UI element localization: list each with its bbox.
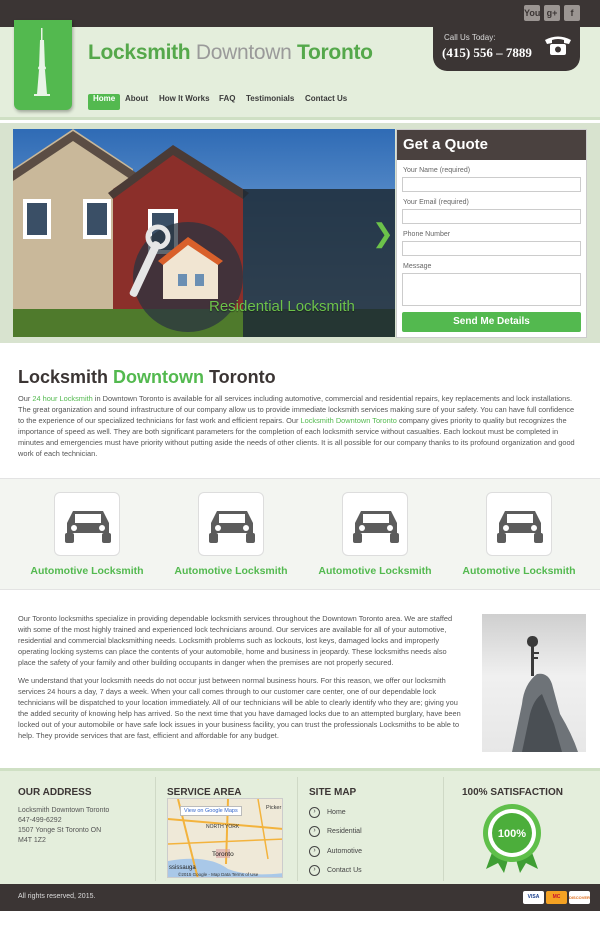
call-label: Call Us Today: — [444, 33, 496, 42]
about-paragraph: We understand that your locksmith needs do not occur just between normal business hours. For this reason, we offer our locksmith services 24 hours a day, 7 days a week. When your call comes through to our customer care center, one of our dependable lock technicians will be dispatched to your location immediately. All of our technicians will be able to clearly identify who they are; giving you the added security of knowing help has arrived. So the next time that you have damaged locks due to an attempted burglary, have been locked out of your automobile or have safe lock issues in your business facility, you can trust the professionals Locksmiths to be able to help. They provide services that are fast, efficient and affordable for any budget. — [18, 676, 461, 740]
car-icon[interactable] — [198, 492, 264, 556]
email-input[interactable] — [402, 209, 581, 224]
view-google-maps-link[interactable]: View on Google Maps — [180, 806, 242, 816]
map-attribution: ©2015 Google - Map Data Terms of Use — [178, 872, 259, 877]
message-label: Message — [403, 263, 432, 270]
map-label: Toronto — [212, 851, 234, 858]
site-title-part: Toronto — [291, 41, 373, 64]
address-line: 1507 Yonge St Toronto ON — [18, 827, 102, 834]
arrow-right-icon: › — [309, 865, 320, 876]
about-paragraph: Our Toronto locksmiths specialize in providing dependable locksmith services throughout the Downtown Toronto area. We are staffed with some of the most highly trained and experienced lock technicians around. Our services are available for all of your automotive, residential and commercial blacksmithing needs. Locksmith problems such as lockouts, lost keys, damaged locks and improperly operating locking systems can place the contents of your automobile, home and business in jeopardy. These locksmiths needs also place the safety of your family and other building occupants in danger when the premises are not properly secured. — [18, 614, 453, 667]
slider-caption: Residential Locksmith — [209, 298, 355, 315]
site-footer — [0, 768, 600, 884]
copyright-text: All rights reserved, 2015. — [18, 893, 96, 900]
intro-title-part: Downtown — [113, 367, 205, 387]
intro-text-part: Our — [18, 394, 33, 403]
car-icon[interactable] — [342, 492, 408, 556]
services-section — [0, 478, 600, 590]
phone-input[interactable] — [402, 241, 581, 256]
mastercard-icon: MC — [546, 891, 567, 904]
service-label[interactable]: Automotive Locksmith — [30, 565, 144, 577]
site-header — [0, 27, 600, 120]
nav-testimonials[interactable]: Testimonials — [246, 94, 295, 103]
service-area-title: SERVICE AREA — [167, 787, 242, 798]
nav-how-it-works[interactable]: How It Works — [159, 94, 210, 103]
footer-divider — [297, 777, 298, 881]
address-line: Locksmith Downtown Toronto — [18, 807, 110, 814]
facebook-icon[interactable]: f — [564, 5, 580, 21]
intro-paragraph — [18, 393, 582, 459]
call-box — [433, 27, 580, 71]
map-label: Picker — [266, 805, 282, 811]
car-icon[interactable] — [54, 492, 120, 556]
address-phone[interactable]: 647-499-6292 — [18, 817, 62, 824]
sitemap-link-automotive[interactable]: Automotive — [327, 848, 363, 855]
phone-label: Phone Number — [403, 231, 451, 238]
map-label: ssissauga — [169, 865, 196, 871]
send-details-button[interactable]: Send Me Details — [402, 312, 581, 332]
nav-contact-us[interactable]: Contact Us — [305, 94, 348, 103]
discover-card-icon: DISCOVER — [569, 891, 590, 904]
intro-title-part: Toronto — [204, 367, 276, 387]
intro-title-part: Locksmith — [18, 367, 114, 387]
bottom-bar — [0, 884, 600, 911]
satisfaction-title: 100% SATISFACTION — [462, 787, 563, 798]
telephone-icon — [543, 34, 573, 56]
googleplus-icon[interactable]: g+ — [544, 5, 560, 21]
map-label: NORTH YORK — [206, 824, 240, 830]
site-title-part: Downtown — [195, 41, 292, 64]
address-title: OUR ADDRESS — [18, 787, 92, 798]
visa-card-icon: VISA — [523, 891, 544, 904]
slider-next-arrow[interactable]: ❯ — [372, 218, 394, 248]
name-label: Your Name (required) — [403, 167, 471, 174]
link-24-hour-locksmith[interactable]: 24 hour Locksmith — [32, 394, 93, 403]
logo[interactable] — [14, 20, 72, 110]
car-icon — [55, 493, 121, 557]
nav-about[interactable]: About — [125, 94, 149, 103]
service-label[interactable]: Automotive Locksmith — [174, 565, 288, 577]
intro-text-part: company gives priority to quality but recognizes the importance of speed as well. They are both significant parameters for the completion of each locksmith service without casualties. Each lockout must be completed in minutes and emergencies must have priority without putting aside the needs of other clients. It is all possible for our company thanks to its profound organization and good work of each technician. — [18, 416, 575, 458]
top-bar — [0, 0, 600, 27]
intro-text-part: in Downtown Toronto is available for all services including automotive, commercial and residential repairs, key replacements and lock installations. The great organization and sound infrastructure of our company allow us to provide immediate locksmith services making sure of your safety. You can have full confidence to the experience of our specialized technicians for fast work and efficient repairs. Our — [18, 394, 575, 425]
arrow-right-icon: › — [309, 826, 320, 837]
quote-title: Get a Quote — [397, 130, 586, 160]
sitemap-link-residential[interactable]: Residential — [327, 828, 362, 835]
car-icon — [487, 493, 553, 557]
car-icon — [343, 493, 409, 557]
quote-form — [396, 129, 587, 338]
address-line: M4T 1Z2 — [18, 837, 46, 844]
service-area-map[interactable] — [167, 798, 283, 878]
youtube-icon[interactable]: You — [524, 5, 540, 21]
nav-home[interactable]: Home — [88, 94, 120, 110]
badge-text: 100% — [497, 828, 527, 840]
about-section — [18, 613, 461, 748]
service-label[interactable]: Automotive Locksmith — [318, 565, 432, 577]
car-icon[interactable] — [486, 492, 552, 556]
hand-with-key-image — [482, 614, 586, 752]
sitemap-link-home[interactable]: Home — [327, 809, 346, 816]
car-icon — [199, 493, 265, 557]
email-label: Your Email (required) — [403, 199, 469, 206]
footer-divider — [443, 777, 444, 881]
service-label[interactable]: Automotive Locksmith — [462, 565, 576, 577]
footer-divider — [155, 777, 156, 881]
sitemap-link-contact-us[interactable]: Contact Us — [327, 867, 362, 874]
phone-number[interactable]: (415) 556 – 7889 — [442, 45, 532, 60]
nav-faq[interactable]: FAQ — [219, 94, 236, 103]
hand-key-icon — [482, 614, 586, 752]
arrow-right-icon: › — [309, 807, 320, 818]
arrow-right-icon: › — [309, 846, 320, 857]
site-map-title: SITE MAP — [309, 787, 357, 798]
intro-title — [18, 367, 276, 388]
satisfaction-badge-icon — [480, 803, 544, 873]
site-title-part: Locksmith — [88, 41, 196, 64]
link-locksmith-downtown-toronto[interactable]: Locksmith Downtown Toronto — [300, 416, 397, 425]
name-input[interactable] — [402, 177, 581, 192]
message-textarea[interactable] — [402, 273, 581, 306]
cn-tower-icon — [14, 20, 72, 110]
site-title[interactable] — [88, 41, 373, 65]
